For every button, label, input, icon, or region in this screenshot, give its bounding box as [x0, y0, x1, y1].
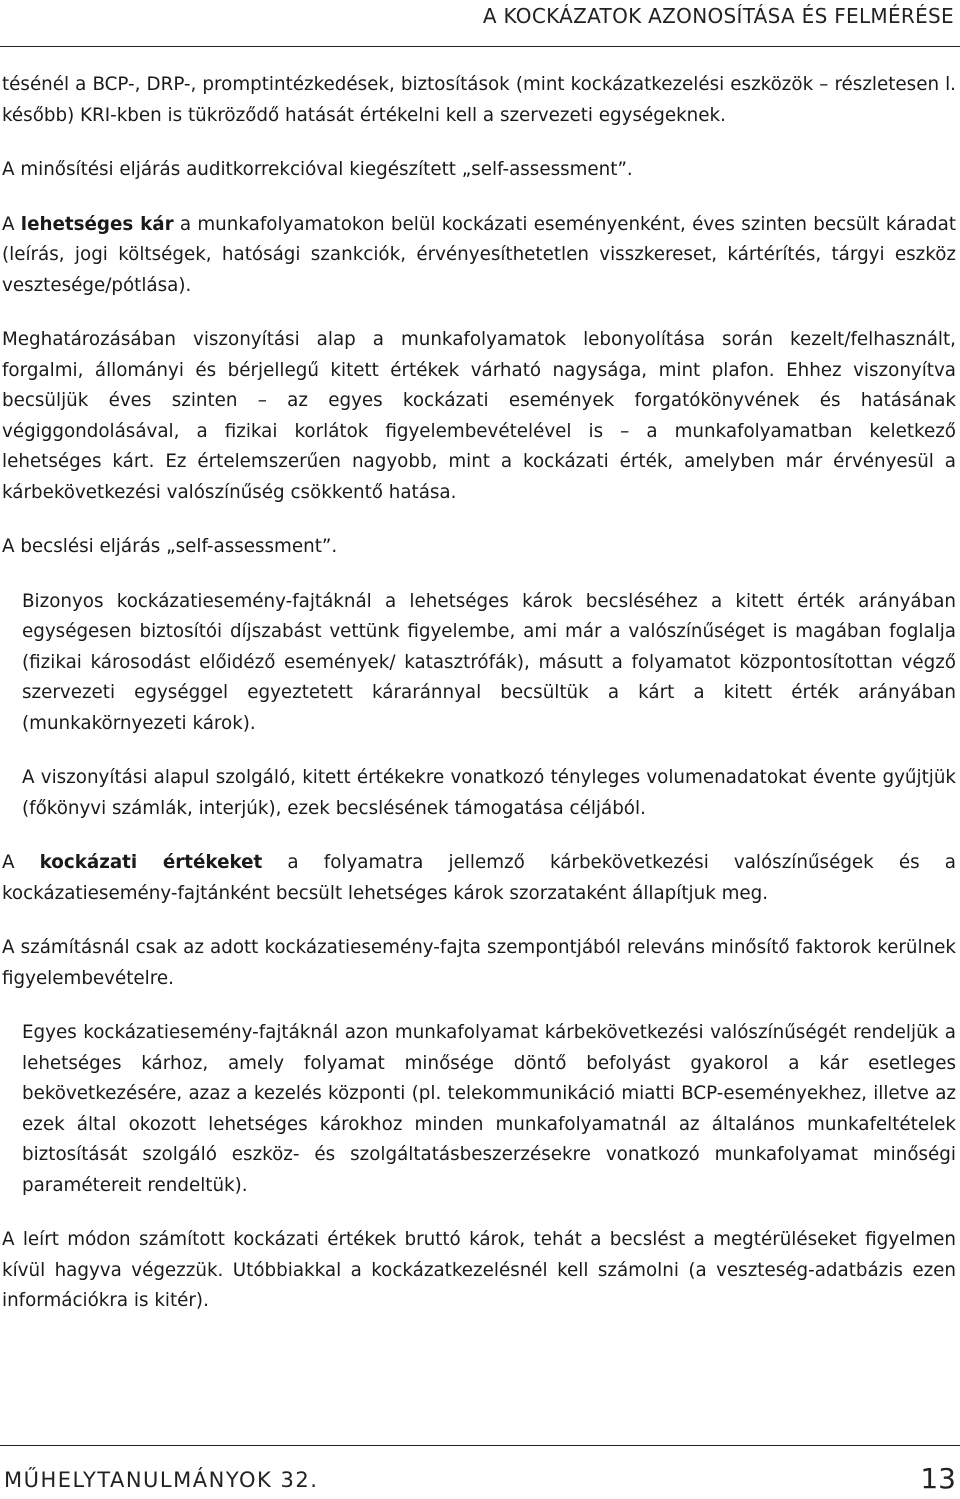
paragraph-determination-basis: Meghatározásában viszonyítási alap a munkafolyamatok lebonyolítása során kezelt/felhasznált, forgalmi, állományi és bérjellegű kitett értékek várható nagysága, mint plafon. Ehhez viszonyítva becsüljük éves szinten – az egyes kockázati események forgatókönyvének és hatásának végiggondolásával, a fizikai korlátok figyelembevételével is – a munkafolyamatban keletkező lehetséges kárt. Ez értelemszerűen nagyobb, mint a kockázati érték, amelyben már érvényesül a kárbekövetkezési valószínűség csökkentő hatása.: [2, 329, 956, 503]
term-possible-loss: lehetséges kár: [20, 213, 174, 235]
running-title: A KOCKÁZATOK AZONOSÍTÁSA ÉS FELMÉRÉSE: [482, 4, 954, 28]
page-number: 13: [920, 1462, 956, 1495]
page-body: [2, 70, 956, 1317]
paragraph-continuation: tésénél a BCP-, DRP-, promptintézkedések, biztosítások (mint kockázatkezelési eszközök – részletesen l. később) KRI-kben is tükröződő hatását értékelni kell a szervezeti egységeknek.: [2, 74, 956, 126]
paragraph-volume-data: A viszonyítási alapul szolgáló, kitett értékekre vonatkozó tényleges volumenadatokat évente gyűjtjük (főkönyvi számlák, interjúk), ezek becslésének támogatása céljából.: [22, 767, 956, 819]
paragraph-estimation-method: A becslési eljárás „self-assessment”.: [2, 536, 338, 557]
term-risk-values: kockázati értékeket: [39, 852, 263, 873]
paragraph-process-probability: Egyes kockázatiesemény-fajtáknál azon munkafolyamat kárbekövetkezési valószínűségét rendeljük a lehetséges kárhoz, amely folyamat minősége döntő befolyást gyakorol a kár esetleges bekövetkezésére, azaz a kezelés központi (pl. telekommunikáció miatti BCP-eseményekhez, illetve az ezek által okozott lehetséges károkhoz minden munkafolyamatnál az általános munkafeltételek biztosítását szolgáló eszköz- és szolgáltatásbeszerzésekre vonatkozó munkafolyamat minőségi paramétereit rendeltük).: [22, 1022, 956, 1196]
paragraph-qualification-method: A minősítési eljárás auditkorrekcióval kiegészített „self-assessment”.: [2, 159, 633, 180]
paragraph-insurance-tariff: Bizonyos kockázatiesemény-fajtáknál a lehetséges károk becsléséhez a kitett érték arányában egységesen biztosítói díjszabást vettünk figyelembe, ami már a valószínűséget is magában foglalja (fizikai károsodást előidéző események/ katasztrófák), másutt a folyamatot központosítottan végző szervezeti egységgel egyeztetett káraránnyal becsültük a kárt a kitett érték arányában (munkakörnyezeti károk).: [22, 590, 956, 734]
paragraph-risk-values-definition: A kockázati értékeket a folyamatra jellemző kárbekövetkezési valószínűségek és a kockázatiesemény-fajtánként becsült lehetséges károk szorzataként állapítjuk meg.: [2, 852, 956, 904]
paragraph-qualifying-factors: A számításnál csak az adott kockázatiesemény-fajta szempontjából releváns minősítő faktorok kerülnek figyelembevételre.: [2, 937, 956, 989]
running-header: [0, 0, 960, 47]
paragraph-possible-loss-definition: A lehetséges kár a munkafolyamatokon belül kockázati eseményenként, éves szinten becsült káradat (leírás, jogi költségek, hatósági szankciók, érvényesíthetetlen visszkereset, kártérítés, tárgyi eszköz vesztesége/pótlása).: [2, 213, 956, 296]
publication-name: MŰHELYTANULMÁNYOK 32.: [4, 1468, 319, 1492]
paragraph-gross-losses: A leírt módon számított kockázati értékek bruttó károk, tehát a becslést a megtérüléseket figyelmen kívül hagyva végezzük. Utóbbiakkal a kockázatkezelésnél kell számolni (a veszteség-adatbázis ezen információkra is kitér).: [2, 1229, 956, 1311]
page-footer: [0, 1445, 960, 1499]
